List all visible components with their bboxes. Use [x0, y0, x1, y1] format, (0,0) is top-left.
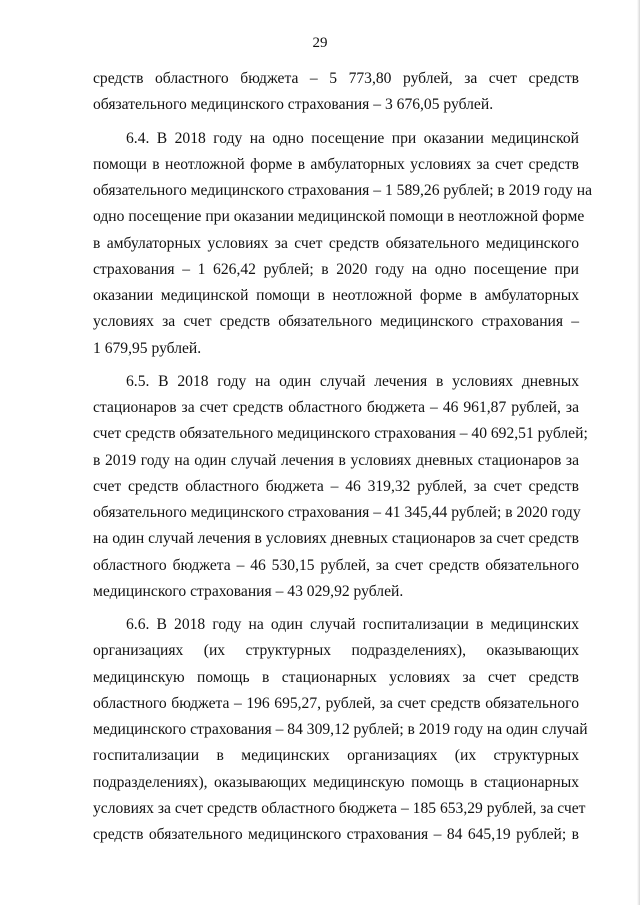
text-line: подразделениях), оказывающих медицинскую помощь в стационарных	[93, 773, 579, 791]
text-line: в амбулаторных условиях за счет средств обязательного медицинского	[93, 234, 579, 252]
text-line: средств обязательного медицинского страхования – 84 645,19 рублей; в	[93, 826, 579, 843]
text-line: средств областного бюджета – 5 773,80 рублей, за счет средств	[93, 70, 579, 87]
paragraph-gap	[93, 119, 579, 126]
text-line: медицинского страхования – 84 309,12 рублей; в 2019 году на один случай	[93, 721, 588, 738]
text-line: медицинского страхования – 43 029,92 рублей.	[93, 582, 404, 600]
text-line: счет средств областного бюджета – 46 319,32 рублей, за счет средств	[93, 477, 579, 495]
body-text	[93, 66, 593, 848]
text-line: помощи в неотложной форме в амбулаторных условиях за счет средств	[93, 155, 579, 173]
paragraph-gap	[93, 362, 579, 369]
paragraph-6-6-first-line: 6.6. В 2018 году на один случай госпитализации в медицинских	[126, 616, 579, 633]
text-line: обязательного медицинского страхования – 41 345,44 рублей; в 2020 году	[93, 504, 581, 521]
text-line: обязательного медицинского страхования – 3 676,05 рублей.	[93, 96, 494, 114]
text-line: счет средств обязательного медицинского страхования – 40 692,51 рублей;	[93, 425, 588, 443]
text-line: условиях за счет средств обязательного медицинского страхования –	[93, 313, 579, 331]
text-line: стационаров за счет средств областного бюджета – 46 961,87 рублей, за	[93, 399, 579, 416]
text-line: госпитализации в медицинских организациях (их структурных	[93, 747, 579, 765]
text-line: областного бюджета – 196 695,27, рублей, за счет средств обязательного	[93, 694, 579, 712]
paragraph-6-5-first-line: 6.5. В 2018 году на один случай лечения в условиях дневных	[126, 372, 579, 390]
text-line: 1 679,95 рублей.	[93, 339, 202, 357]
text-line: условиях за счет средств областного бюджета – 185 653,29 рублей, за счет	[93, 799, 586, 817]
text-line: медицинскую помощь в стационарных условиях за счет средств	[93, 668, 579, 686]
text-line: страхования – 1 626,42 рублей; в 2020 году на одно посещение при	[93, 260, 579, 278]
paragraph-gap	[93, 605, 579, 612]
text-line: одно посещение при оказании медицинской помощи в неотложной форме	[93, 208, 585, 226]
text-line: областного бюджета – 46 530,15 рублей, за счет средств обязательного	[93, 556, 579, 574]
text-line: оказании медицинской помощи в неотложной форме в амбулаторных	[93, 287, 579, 304]
text-line: обязательного медицинского страхования – 1 589,26 рублей; в 2019 году на	[93, 182, 593, 199]
paragraph-6-4-first-line: 6.4. В 2018 году на одно посещение при оказании медицинской	[126, 129, 579, 147]
text-line: в 2019 году на один случай лечения в условиях дневных стационаров за	[93, 451, 579, 469]
page-number: 29	[312, 35, 328, 51]
text-line: на один случай лечения в условиях дневных стационаров за счет средств	[93, 530, 579, 548]
text-line: организациях (их структурных подразделениях), оказывающих	[93, 642, 579, 660]
